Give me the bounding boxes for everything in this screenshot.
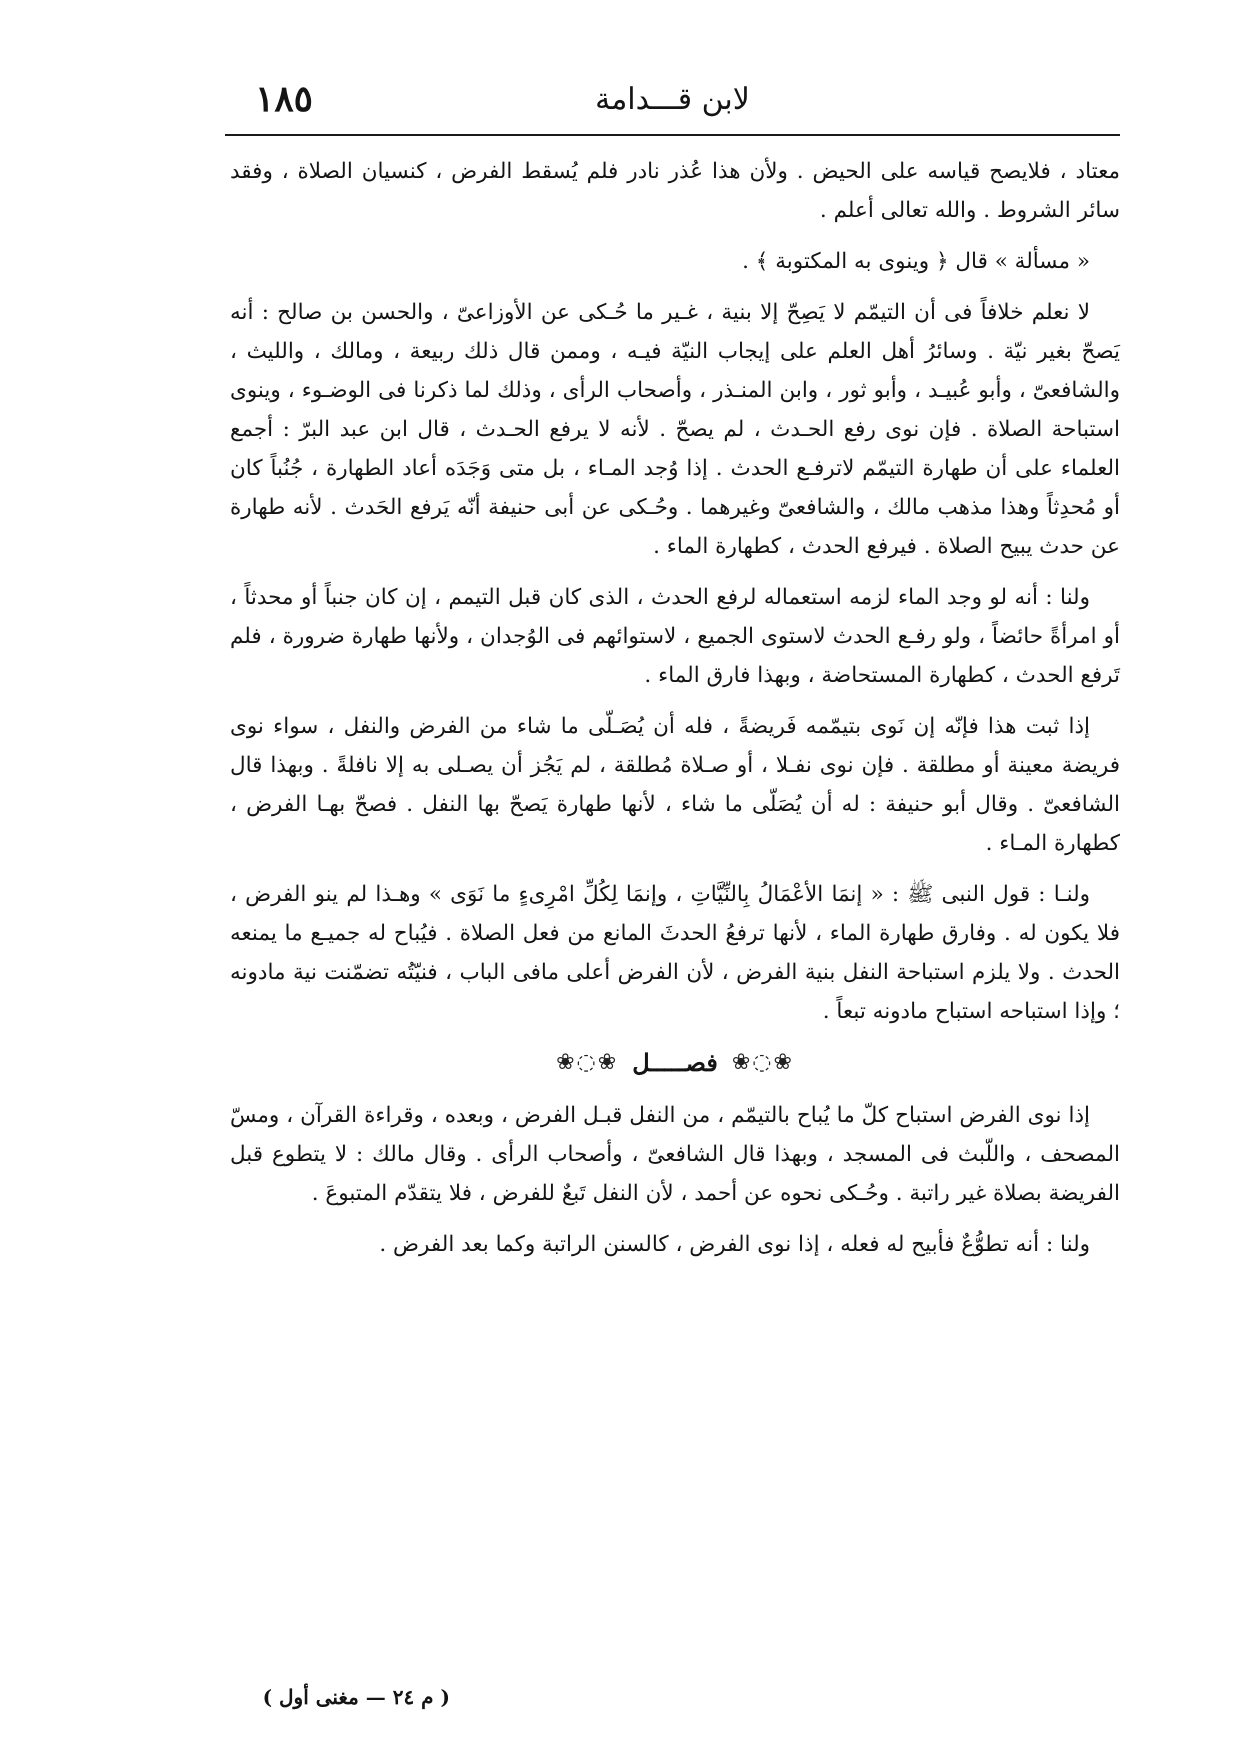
page-number: ١٨٥: [255, 78, 314, 120]
ornament-left-icon: ❀◌❀: [556, 1050, 619, 1075]
paragraph: إذا نوى الفرض استباح كلّ ما يُباح بالتيمّم ، من النفل قبـل الفرض ، وبعده ، وقراءة القرآن ، ومسّ المصحف ، واللّبث فى المسجد ، وبهذا قال الشافعىّ ، وأصحاب الرأى . وقال مالك : لا يتطوع قبل الفريضة بصلاة غير راتبة . وحُـكى نحوه عن أحمد ، لأن النفل تَبعٌ للفرض ، فلا يتقدّم المتبوعَ .: [230, 1103, 1120, 1206]
paragraph: إذا ثبت هذا فإنّه إن نَوى بتيمّمه فَريضةً ، فله أن يُصَـلّى ما شاء من الفرض والنفل ، سواء نوى فريضة معينة أو مطلقة . فإن نوى نفـلا ، أو صـلاة مُطلقة ، لم يَجُز أن يصـلى به إلا نافلةً . وبهذا قال الشافعىّ . وقال أبو حنيفة : له أن يُصَلّى ما شاء ، لأنها طهارة يَصحّ بها النفل . فصحّ بهـا الفرض ، كطهارة المـاء .: [230, 714, 1120, 856]
paragraph: ولنا : أنه تطوُّعٌ فأبيح له فعله ، إذا نوى الفرض ، كالسنن الراتبة وكما بعد الفرض .: [379, 1232, 1090, 1257]
main-text: [230, 152, 1120, 1276]
paragraph: ولنا : أنه لو وجد الماء لزمه استعماله لرفع الحدث ، الذى كان قبل التيمم ، إن كان جنباً أو محدثاً ، أو امرأةً حائضاً ، ولو رفـع الحدث لاستوى الجميع ، لاستوائهم فى الوُجدان ، ولأنها طهارة ضرورة ، فلم تَرفع الحدث ، كطهارة المستحاضة ، وبهذا فارق الماء .: [230, 585, 1120, 688]
paragraph-continuation: معتاد ، فلايصح قياسه على الحيض . ولأن هذا عُذر نادر فلم يُسقط الفرض ، كنسيان الصلاة ، وفقد سائر الشروط . والله تعالى أعلم .: [230, 159, 1120, 223]
header-rule: [225, 134, 1120, 136]
footer-signature: ( م ٢٤ — مغنى أول ): [262, 1685, 450, 1709]
section-heading: [230, 1043, 1120, 1082]
running-title: لابن قـــدامة: [595, 82, 750, 117]
page-header: [225, 78, 1120, 134]
question-line: « مسألة » قال ﴿ وينوى به المكتوبة ﴾ .: [742, 249, 1090, 274]
section-title: فصـــــل: [632, 1048, 718, 1077]
paragraph: ولنـا : قول النبى ﷺ : « إنمَا الأعْمَالُ بِالنِّيَّاتِ ، وإنمَا لِكُلِّ امْرِىءٍ ما نَوَى » وهـذا لم ينو الفرض ، فلا يكون له . وفارق طهارة الماء ، لأنها ترفعُ الحدثَ المانع من فعل الصلاة . فيُباح له جميـع ما يمنعه الحدث . ولا يلزم استباحة النفل بنية الفرض ، لأن الفرض أعلى مافى الباب ، فنيّتُه تضمّنت نية مادونه ؛ وإذا استباحه استباح مادونه تبعاً .: [230, 882, 1120, 1024]
paragraph: لا نعلم خلافاً فى أن التيمّم لا يَصِحّ إلا بنية ، غـير ما حُـكى عن الأوزاعىّ ، والحسن بن صالح : أنه يَصحّ بغير نيّة . وسائرُ أهل العلم على إيجاب النيّة فيـه ، وممن قال ذلك ربيعة ، ومالك ، والليث ، والشافعىّ ، وأبو عُبيـد ، وأبو ثور ، وابن المنـذر ، وأصحاب الرأى ، وذلك لما ذكرنا فى الوضـوء ، وينوى استباحة الصلاة . فإن نوى رفع الحـدث ، لم يصحّ . لأنه لا يرفع الحـدث ، قال ابن عبد البرّ : أجمع العلماء على أن طهارة التيمّم لاترفـع الحدث . إذا وُجد المـاء ، بل متى وَجَدَه أعاد الطهارة ، جُنُباً كان أو مُحدِثاً وهذا مذهب مالك ، والشافعىّ وغيرهما . وحُـكى عن أبى حنيفة أنّه يَرفع الحَدث . لأنه طهارة عن حدث يبيح الصلاة . فيرفع الحدث ، كطهارة الماء .: [230, 300, 1120, 559]
ornament-right-icon: ❀◌❀: [731, 1050, 794, 1075]
